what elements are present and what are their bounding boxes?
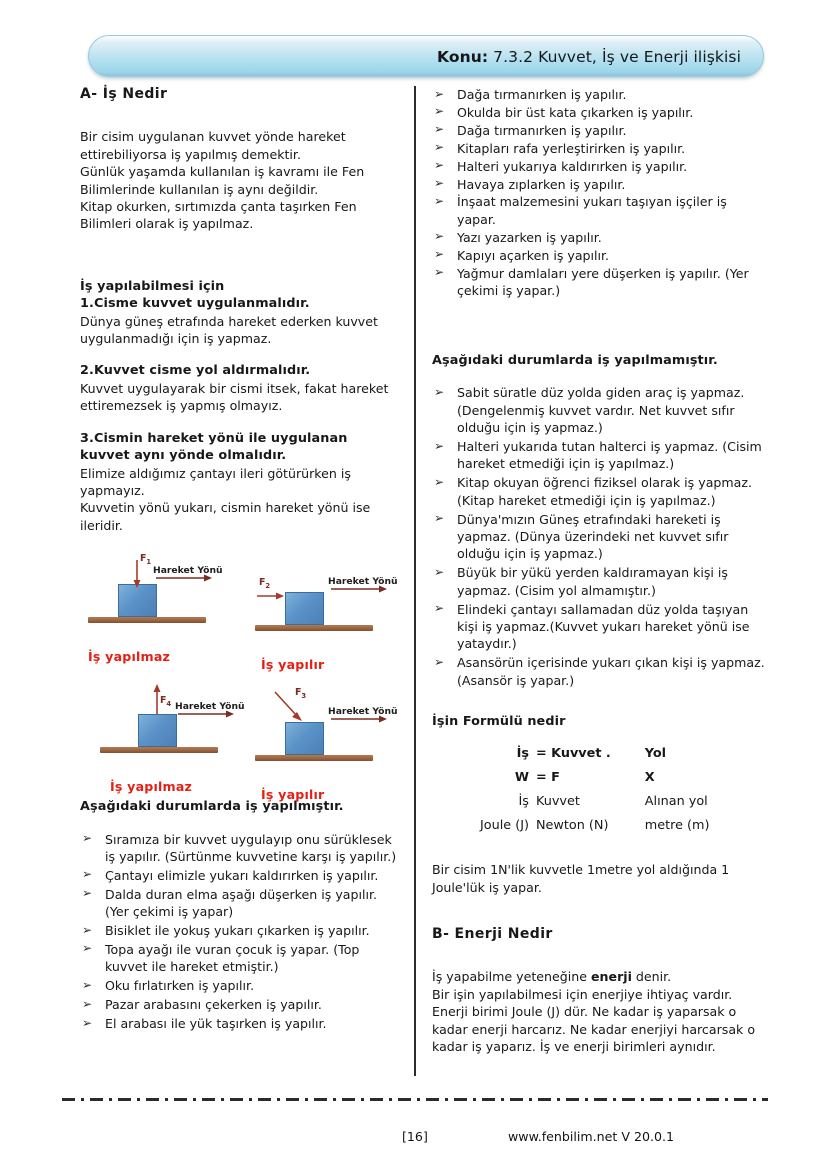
arrow-bullet-icon: ➢ [434, 601, 445, 616]
list-item-text: Pazar arabasını çekerken iş yapılır. [105, 997, 322, 1013]
section-a-title: A- İş Nedir [80, 86, 168, 102]
list-item-text: Sabit süratle düz yolda giden araç iş yapmaz. (Dengelenmiş kuvvet vardır. Net kuvvet sıfır olduğu için iş yapmaz.) [457, 385, 745, 436]
list-item-text: Okulda bir üst kata çıkarken iş yapılır. [457, 104, 694, 120]
work-formula-block [432, 743, 768, 839]
arrow-bullet-icon: ➢ [434, 438, 445, 453]
arrow-bullet-icon: ➢ [434, 511, 445, 526]
arrow-bullet-icon: ➢ [434, 384, 445, 399]
condition-2-title: 2.Kuvvet cisme yol aldırmalıdır. [80, 363, 311, 379]
formula-cell-c3: Yol [644, 746, 667, 762]
figure-1-motion-label: Hareket Yönü [153, 565, 223, 577]
work-formula-table [480, 743, 710, 839]
figure-1-arrows [80, 540, 243, 665]
list-item-text: Topa ayağı ile vuran çocuk iş yapar. (Top kuvvet ile hareket etmiştir.) [105, 941, 360, 975]
force-diagrams [80, 540, 410, 802]
formula-cell-c3: Alınan yol [644, 794, 708, 810]
list-item-text: Yazı yazarken iş yapılır. [457, 229, 602, 245]
arrow-bullet-icon: ➢ [82, 977, 93, 992]
formula-row [480, 743, 710, 767]
conditions-heading: İş yapılabilmesi için [80, 278, 225, 294]
list-item-text: Oku fırlatırken iş yapılır. [105, 978, 255, 994]
arrow-bullet-icon: ➢ [82, 886, 93, 901]
figure-3-motion-label: Hareket Yönü [175, 701, 245, 713]
figure-4-caption: İş yapılır [261, 786, 325, 802]
condition-3-title: 3.Cismin hareket yönü ile uygulanan kuvvet aynı yönde olmalıdır. [80, 430, 348, 464]
no-work-list [432, 384, 768, 689]
arrow-bullet-icon: ➢ [82, 831, 93, 846]
topic-label: Konu: [437, 48, 489, 66]
formula-cell-c1: İş [516, 746, 529, 762]
energy-line-1 [432, 968, 768, 985]
formula-cell-c2: = Kuvvet . [535, 746, 611, 762]
list-item-text: Sıramıza bir kuvvet uygulayıp onu sürüklesek iş yapılır. (Sürtünme kuvvetine karşı iş yapılır.) [105, 831, 397, 864]
arrow-bullet-icon: ➢ [434, 229, 445, 244]
list-item [432, 474, 768, 509]
energy-line-2: Bir işin yapılabilmesi için enerjiye ihtiyaç vardır. [432, 986, 733, 1002]
right-column [432, 86, 768, 1055]
list-item [432, 229, 768, 246]
arrow-bullet-icon: ➢ [434, 86, 445, 101]
column-divider [414, 86, 416, 1076]
formula-cell-c1: İş [518, 794, 529, 810]
arrow-bullet-icon: ➢ [434, 654, 445, 669]
list-item [432, 265, 768, 300]
intro-paragraph-2: Günlük yaşamda kullanılan iş kavramı ile Fen Bilimlerinde kullanılan iş aynı değildir. [80, 164, 365, 197]
list-item-text: Kitapları rafa yerleştirirken iş yapılır. [457, 140, 686, 156]
formula-heading: İşin Formülü nedir [432, 713, 566, 729]
list-item [432, 601, 768, 653]
energy-line-3: Enerji birimi Joule (J) dür. Ne kadar iş yaparsak o kadar enerji harcarız. Ne kadar enerjiyi harcarsak o kadar iş yaparız. İş ve enerji birimleri aynıdır. [432, 1004, 756, 1054]
list-item [432, 140, 768, 157]
list-item-text: Dağa tırmanırken iş yapılır. [457, 87, 627, 102]
list-item-text: Büyük bir yükü yerden kaldıramayan kişi iş yapmaz. (Cisim yol almamıştır.) [457, 565, 728, 598]
figure-2-force-label: $F_2$ [259, 577, 271, 590]
figure-2-motion-label: Hareket Yönü [328, 576, 398, 588]
list-item [432, 247, 768, 264]
formula-row [480, 791, 710, 815]
condition-1-title: 1.Cisme kuvvet uygulanmalıdır. [80, 296, 310, 312]
formula-cell-c2: Kuvvet [535, 794, 580, 810]
arrow-bullet-icon: ➢ [82, 996, 93, 1011]
formula-cell-c3: X [644, 770, 655, 786]
list-item-text: Dünya'mızın Güneş etrafındaki hareketi iş yapmaz. (Dünya üzerindeki net kuvvet sıfır olduğu için iş yapmaz.) [457, 511, 729, 562]
figure-4-force-label: $F_3$ [295, 687, 307, 700]
list-item [80, 867, 400, 884]
figure-4-arrows [247, 678, 410, 803]
list-item-text: Asansörün içerisinde yukarı çıkan kişi iş yapmaz. (Asansör iş yapar.) [457, 655, 765, 688]
list-item-text: El arabası ile yük taşırken iş yapılır. [105, 1016, 327, 1032]
list-item [80, 1015, 400, 1032]
figure-3-caption: İş yapılmaz [110, 778, 193, 794]
list-item-text: Yağmur damlaları yere düşerken iş yapılır. (Yer çekimi iş yapar.) [457, 265, 749, 298]
figure-1-caption: İş yapılmaz [88, 648, 171, 664]
left-column [80, 86, 400, 1034]
formula-row [480, 767, 710, 791]
figure-2-arrows [247, 548, 410, 673]
list-item [432, 86, 768, 103]
figure-1-force-label: $F_1$ [140, 553, 152, 566]
energy-keyword: enerji [591, 969, 632, 985]
page-number: [16] [402, 1129, 428, 1144]
topic-title: 7.3.2 Kuvvet, İş ve Enerji ilişkisi [493, 48, 741, 66]
list-item [432, 654, 768, 689]
no-work-heading: Aşağıdaki durumlarda iş yapılmamıştır. [432, 352, 718, 368]
arrow-bullet-icon: ➢ [434, 265, 445, 280]
list-item [80, 996, 400, 1013]
figure-3 [92, 670, 255, 795]
intro-paragraph-3: Kitap okurken, sırtımızda çanta taşırken Fen Bilimleri olarak iş yapılmaz. [80, 199, 357, 232]
arrow-bullet-icon: ➢ [434, 176, 445, 191]
list-item [80, 977, 400, 994]
formula-cell-c2: Newton (N) [535, 818, 609, 834]
list-item [80, 831, 400, 866]
arrow-bullet-icon: ➢ [82, 941, 93, 956]
arrow-bullet-icon: ➢ [434, 122, 445, 137]
energy-line-1-pre: İş yapabilme yeteneğine [432, 969, 592, 985]
list-item-text: Kitap okuyan öğrenci fiziksel olarak iş yapmaz. (Kitap hareket etmediği için iş yapılmaz.) [457, 475, 752, 508]
figure-4-motion-label: Hareket Yönü [328, 706, 398, 718]
topic-banner [88, 35, 764, 77]
right-work-done-list [432, 86, 768, 299]
arrow-bullet-icon: ➢ [82, 1015, 93, 1030]
formula-cell-c1: Joule (J) [480, 818, 529, 834]
energy-line-1-post: denir. [631, 969, 672, 985]
list-item [80, 922, 400, 939]
topic-banner-text [437, 36, 741, 78]
arrow-bullet-icon: ➢ [434, 474, 445, 489]
arrow-bullet-icon: ➢ [434, 193, 445, 208]
list-item-text: Halteri yukarıda tutan halterci iş yapmaz. (Cisim hareket etmediği için iş yapılmaz.) [457, 439, 762, 472]
list-item-text: Elindeki çantayı sallamadan düz yolda taşıyan kişi iş yapmaz.(Kuvvet yukarı hareket yönü ise yataydır.) [457, 601, 750, 652]
formula-row [480, 815, 710, 839]
figure-2 [247, 548, 410, 673]
list-item-text: Havaya zıplarken iş yapılır. [457, 176, 626, 192]
figure-3-arrows [92, 670, 255, 795]
footer-rule [62, 1098, 768, 1101]
list-item [432, 384, 768, 436]
footer-site: www.fenbilim.net V 20.0.1 [508, 1129, 675, 1144]
formula-cell-c1: W [514, 770, 529, 786]
arrow-bullet-icon: ➢ [434, 158, 445, 173]
section-b-title: B- Enerji Nedir [432, 925, 553, 942]
list-item-text: Halteri yukarıya kaldırırken iş yapılır. [457, 158, 688, 174]
left-work-done-list [80, 831, 400, 1033]
list-item [432, 122, 768, 139]
formula-cell-c3: metre (m) [644, 818, 710, 834]
arrow-bullet-icon: ➢ [82, 867, 93, 882]
condition-2-text: Kuvvet uygulayarak bir cismi itsek, fakat hareket ettiremezsek iş yapmış olmayız. [80, 380, 389, 414]
formula-cell-c2: = F [535, 770, 560, 786]
list-item-text: Çantayı elimizle yukarı kaldırırken iş yapılır. [105, 867, 379, 883]
figure-2-caption: İş yapılır [261, 656, 325, 672]
list-item [432, 511, 768, 563]
arrow-bullet-icon: ➢ [434, 564, 445, 579]
list-item [432, 104, 768, 121]
formula-note: Bir cisim 1N'lik kuvvetle 1metre yol aldığında 1 Joule'lük iş yapar. [432, 862, 730, 895]
list-item [432, 438, 768, 473]
list-item-text: Kapıyı açarken iş yapılır. [457, 247, 610, 263]
arrow-bullet-icon: ➢ [434, 104, 445, 119]
list-item [80, 941, 400, 976]
list-item-text: Bisiklet ile yokuş yukarı çıkarken iş yapılır. [105, 923, 370, 939]
list-item [432, 564, 768, 599]
list-item-text: Dağa tırmanırken iş yapılır. [457, 122, 627, 138]
arrow-bullet-icon: ➢ [434, 140, 445, 155]
list-item [432, 193, 768, 228]
condition-3-text-1: Elimize aldığımız çantayı ileri götürürken iş yapmayız. [80, 465, 351, 498]
intro-paragraph-1: Bir cisim uygulanan kuvvet yönde hareket ettirebiliyorsa iş yapılmış demektir. [80, 129, 346, 162]
left-work-done-heading: Aşağıdaki durumlarda iş yapılmıştır. [80, 799, 344, 815]
arrow-bullet-icon: ➢ [434, 247, 445, 262]
list-item [432, 158, 768, 175]
arrow-bullet-icon: ➢ [82, 922, 93, 937]
list-item-text: Dalda duran elma aşağı düşerken iş yapılır. (Yer çekimi iş yapar) [105, 886, 378, 920]
list-item [432, 176, 768, 193]
figure-1 [80, 540, 243, 665]
figure-3-force-label: $F_4$ [160, 695, 172, 708]
figure-4 [247, 678, 410, 803]
list-item [80, 886, 400, 921]
list-item-text: İnşaat malzemesini yukarı taşıyan işçiler iş yapar. [457, 194, 727, 227]
condition-3-text-2: Kuvvetin yönü yukarı, cismin hareket yönü ise ileridir. [80, 500, 371, 533]
condition-1-text: Dünya güneş etrafında hareket ederken kuvvet uygulanmadığı için iş yapmaz. [80, 313, 378, 347]
